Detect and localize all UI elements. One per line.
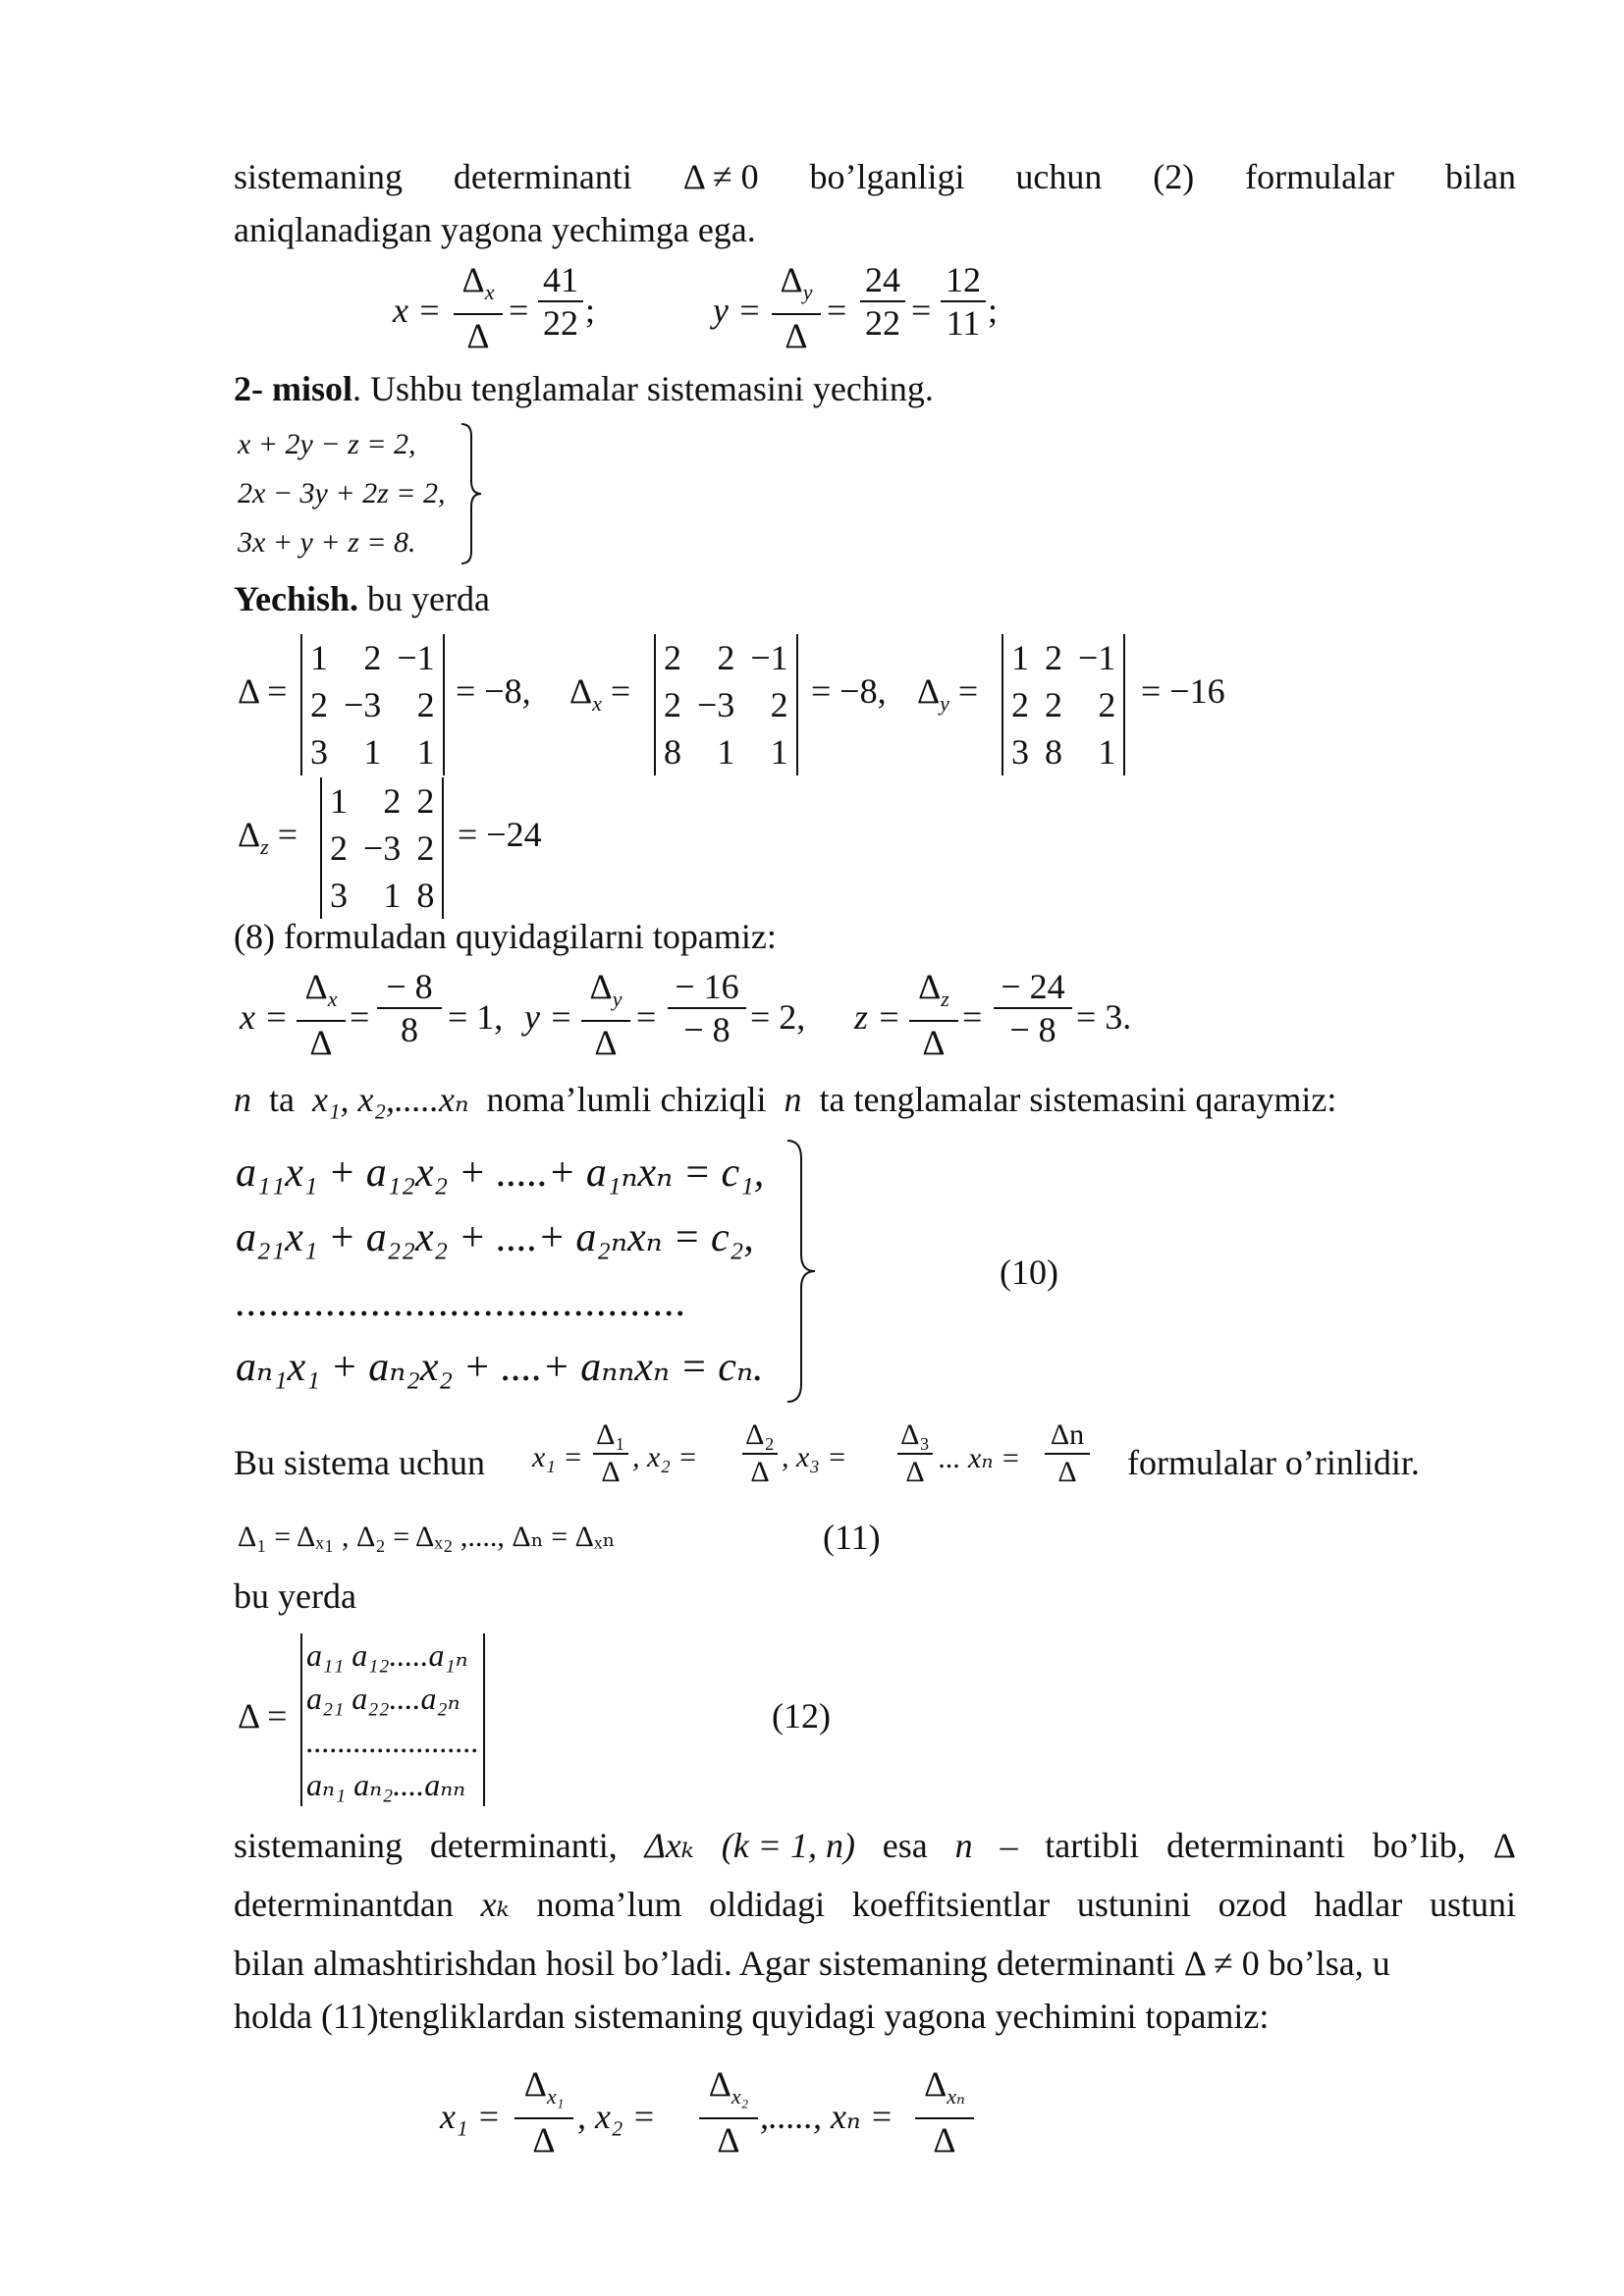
para-line-2: determinantdan xₖ noma’lum oldidagi koeffitsientlar ustunini ozod hadlar ustuni (234, 1885, 1516, 1924)
final-x1-lhs: x₁ = (440, 2097, 501, 2136)
det-dz-label: $\Delta_z$ = (238, 815, 298, 859)
det-dx-matrix: 2 2 −1 2 −3 2 8 1 1 (654, 634, 798, 775)
word: bilan (1444, 157, 1516, 196)
final-x1-frac: $\Delta_{x_1}$ Δ (514, 2063, 573, 2161)
cramer-xn-lhs: ... xₙ = (939, 1442, 1021, 1474)
solution-text: bu yerda (358, 579, 490, 618)
eq11: Δ₁ = Δₓ₁ , Δ₂ = Δₓ₂ ,...., Δₙ = Δₓₙ (238, 1521, 616, 1553)
cramer-x3-lhs: , x₃ = (782, 1441, 847, 1473)
system2 (236, 1141, 764, 1400)
det-dy-value: = −16 (1141, 671, 1225, 711)
para-line-1: sistemaning determinanti, Δxₖ (k = 1, n) esa n – tartibli determinanti bo’lib, Δ (234, 1826, 1516, 1865)
det-dz-value: = −24 (458, 815, 542, 854)
det-dy-matrix: 1 2 −1 2 2 2 3 8 1 (1001, 634, 1125, 775)
para-line-4: holda (11)tengliklardan sistemaning quyidagi yagona yechimini topamiz: (234, 1997, 1270, 2036)
det-delta-matrix: 1 2 −1 2 −3 2 3 1 1 (300, 634, 445, 775)
equation: ........................................ (236, 1280, 687, 1325)
sol1-y-value: 24 22 (860, 259, 905, 344)
det12-label: Δ = (238, 1696, 288, 1735)
buyerda-text: bu yerda (234, 1576, 356, 1616)
equation: a₂₁x₁ + a₂₂x₂ + ....+ a₂ₙxₙ = c₂, (236, 1215, 754, 1260)
cramer-x2-frac: Δ₂ Δ (742, 1417, 778, 1490)
sol1-y-value2: 12 11 (941, 259, 986, 344)
word: Δ ≠ 0 (682, 157, 759, 196)
equals: = (350, 997, 370, 1037)
sol2-z-value: − 24 − 8 (994, 966, 1072, 1050)
right-brace-icon (785, 1139, 817, 1404)
cramer-x1-lhs: x₁ = (532, 1441, 583, 1473)
sol2-x-value: − 8 8 (377, 966, 442, 1050)
final-xn-frac: $\Delta_{x_n}$ Δ (915, 2063, 974, 2161)
cramer-x3-frac: Δ₃ Δ (897, 1417, 933, 1490)
intro-line-1 (234, 153, 1516, 200)
cramer-suffix: formulalar o’rinlidir. (1127, 1443, 1420, 1482)
word: bo’lganligi (809, 157, 965, 196)
sol2-y-value: − 16 − 8 (668, 966, 746, 1050)
word: formulalar (1245, 157, 1395, 196)
equals: = (827, 291, 847, 330)
right-brace-icon (460, 422, 483, 565)
sol2-y-frac: $\Delta_y$ Δ (581, 966, 630, 1063)
final-xn-lhs: ,....., xₙ = (760, 2097, 893, 2136)
det-row: a₁₁ a₁₂.....a₁ₙ (306, 1637, 468, 1673)
sol1-x-lhs: x = (393, 291, 442, 330)
sol1-x-value: 41 22 (538, 259, 583, 344)
equation-tag-11: (11) (823, 1518, 881, 1557)
det-delta-value: = −8, (456, 671, 531, 711)
solution-heading (234, 575, 490, 622)
example2-heading (234, 365, 934, 412)
sol2-z-frac: $\Delta_z$ Δ (909, 966, 958, 1063)
equals: = (962, 997, 983, 1037)
semicolon: ; (988, 291, 999, 330)
final-x2-frac: $\Delta_{x_2}$ Δ (699, 2063, 758, 2161)
equals: = (911, 291, 932, 330)
word: sistemaning (234, 157, 403, 196)
equation: a₁₁x₁ + a₁₂x₂ + .....+ a₁ₙxₙ = c₁, (236, 1150, 765, 1196)
semicolon: ; (585, 291, 596, 330)
sol2-y-lhs: y = (524, 997, 573, 1037)
sol1-y-frac: $\Delta_y$ Δ (772, 259, 821, 356)
det-dx-label: $\Delta_x$ = (569, 671, 631, 716)
det-dx-value: = −8, (811, 671, 887, 711)
sol1-y-lhs: y = (713, 291, 762, 330)
sol2-y-result: = 2, (750, 997, 806, 1037)
sol2-z-lhs: z = (854, 997, 901, 1037)
final-x2-lhs: , x₂ = (577, 2097, 656, 2136)
cramer-x1-frac: Δ₁ Δ (593, 1417, 628, 1490)
det-dy-label: $\Delta_y$ = (917, 671, 979, 716)
intro-line-2: aniqlanadigan yagona yechimga ega. (234, 210, 756, 249)
equation: x + 2y − z = 2, (238, 428, 416, 460)
system1 (238, 420, 446, 567)
word: (2) (1153, 157, 1195, 196)
det-dz-matrix: 1 2 2 2 −3 2 3 1 8 (320, 777, 444, 919)
det-row: aₙ₁ aₙ₂....aₙₙ (306, 1767, 466, 1802)
sol2-z-result: = 3. (1076, 997, 1132, 1037)
det-delta-label: Δ = (238, 671, 288, 711)
equation: 2x − 3y + 2z = 2, (238, 477, 446, 509)
cramer-xn-frac: Δn Δ (1045, 1417, 1090, 1490)
nline: n ta x₁, x₂,.....xₙ noma’lumli chiziqli n ta tenglamalar sistemasini qaraymiz: (234, 1080, 1337, 1119)
sol2-x-frac: $\Delta_x$ Δ (297, 966, 346, 1063)
para-line-3: bilan almashtirishdan hosil bo’ladi. Agar sistemaning determinanti Δ ≠ 0 bo’lsa, u (234, 1944, 1390, 1983)
sol2-x-lhs: x = (240, 997, 289, 1037)
equation-tag-12: (12) (772, 1696, 831, 1735)
example-label: 2- misol (234, 369, 352, 408)
word: determinanti (453, 157, 632, 196)
solution-label: Yechish. (234, 579, 359, 618)
cramer-x2-lhs: , x₂ = (632, 1441, 698, 1473)
sol2-x-result: = 1, (448, 997, 504, 1037)
sol1-x-frac: $\Delta_x$ Δ (454, 259, 503, 356)
equals: = (636, 997, 657, 1037)
formula8-text: (8) formuladan quyidagilarni topamiz: (234, 917, 777, 956)
example-text: . Ushbu tenglamalar sistemasini yeching. (352, 369, 934, 408)
equation: 3x + y + z = 8. (238, 526, 416, 559)
det-row: a₂₁ a₂₂....a₂ₙ (306, 1681, 460, 1716)
equation-tag-10: (10) (1000, 1253, 1058, 1292)
equation: aₙ₁x₁ + aₙ₂x₂ + ....+ aₙₙxₙ = cₙ. (236, 1345, 764, 1390)
det-row: ...................... (306, 1724, 479, 1759)
sol1-x-eq: = (509, 291, 529, 330)
word: uchun (1015, 157, 1103, 196)
cramer-prefix: Bu sistema uchun (234, 1443, 485, 1482)
det12-matrix (300, 1633, 485, 1806)
